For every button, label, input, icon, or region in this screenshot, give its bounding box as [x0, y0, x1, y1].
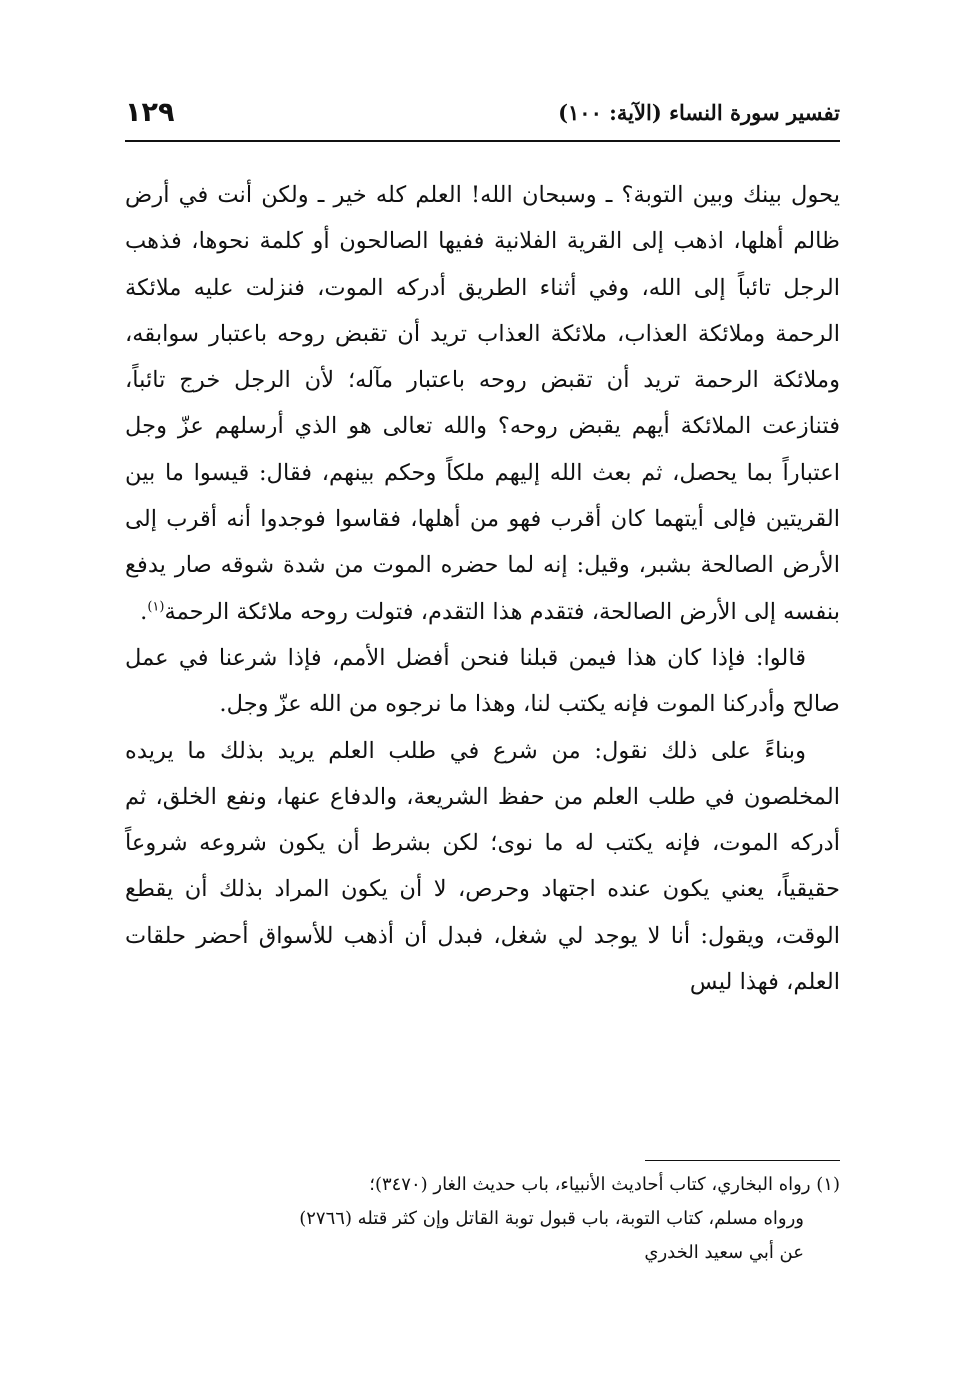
paragraph-1-text: يحول بينك وبين التوبة؟ ـ وسبحان الله! العلم كله خير ـ ولكن أنت في أرض ظالم أهلها، اذهب إلى القرية الفلانية ففيها الصالحون أو كلمة نحوها، فذهب الرجل تائباً إلى الله، وفي أثناء الطريق أدركه الموت، فنزلت عليه ملائكة الرحمة وملائكة العذاب، ملائكة العذاب تريد أن تقبض روحه باعتبار سوابقه، وملائكة الرحمة تريد أن تقبض روحه باعتبار مآله؛ لأن الرجل خرج تائباً، فتنازعت الملائكة أيهم يقبض روحه؟ والله تعالى هو الذي أرسلهم عزّ وجل اعتباراً بما يحصل، ثم بعث الله إليهم ملكاً وحكم بينهم، فقال: قيسوا ما بين القريتين فإلى أيتهما كان أقرب فهو من أهلها، فقاسوا فوجدوا أنه أقرب إلى الأرض الصالحة بشبر، وقيل: إنه لما حضره الموت من شدة شوقه صار يدفع بنفسه إلى الأرض الصالحة، فتقدم هذا التقدم، فتولت روحه ملائكة الرحمة — [125, 182, 840, 625]
paragraph-2: قالوا: فإذا كان هذا فيمن قبلنا فنحن أفضل الأمم، فإذا شرعنا في عمل صالح وأدركنا الموت فإنه يكتب لنا، وهذا ما نرجوه من الله عزّ وجل. — [125, 644, 840, 718]
footnote-line-1: (١) رواه البخاري، كتاب أحاديث الأنبياء، باب حديث الغار (٣٤٧٠)؛ — [369, 1174, 840, 1195]
running-title: تفسير سورة النساء (الآية: ١٠٠) — [558, 99, 840, 125]
page-number: ١٢٩ — [125, 96, 175, 128]
header-rule — [125, 140, 840, 142]
body-text — [125, 172, 840, 1005]
footnote-line-3: عن أبي سعيد الخدري — [644, 1242, 804, 1263]
paragraph-3: وبناءً على ذلك نقول: من شرع في طلب العلم يريد بذلك ما يريده المخلصون في طلب العلم من حفظ الشريعة، والدفاع عنها، ونفع الخلق، ثم أدركه الموت، فإنه يكتب له ما نوى؛ لكن بشرط أن يكون شروعه شروعاً حقيقياً، يعني يكون عنده اجتهاد وحرص، لا أن يكون المراد بذلك أن يقطع الوقت، ويقول: أنا لا يوجد لي شغل، فبدل أن أذهب للأسواق أحضر حلقات العلم، فهذا ليس — [125, 737, 840, 996]
paragraph-1 — [125, 172, 840, 635]
footnote-marker: (١) — [147, 599, 165, 615]
page-header — [125, 92, 840, 132]
footnote-line-2: ورواه مسلم، كتاب التوبة، باب قبول توبة القاتل وإن كثر قتله (٢٧٦٦) — [299, 1208, 804, 1229]
paragraph-1-end: . — [140, 598, 148, 625]
footnote-rule — [645, 1160, 840, 1161]
footnotes — [125, 1168, 840, 1270]
